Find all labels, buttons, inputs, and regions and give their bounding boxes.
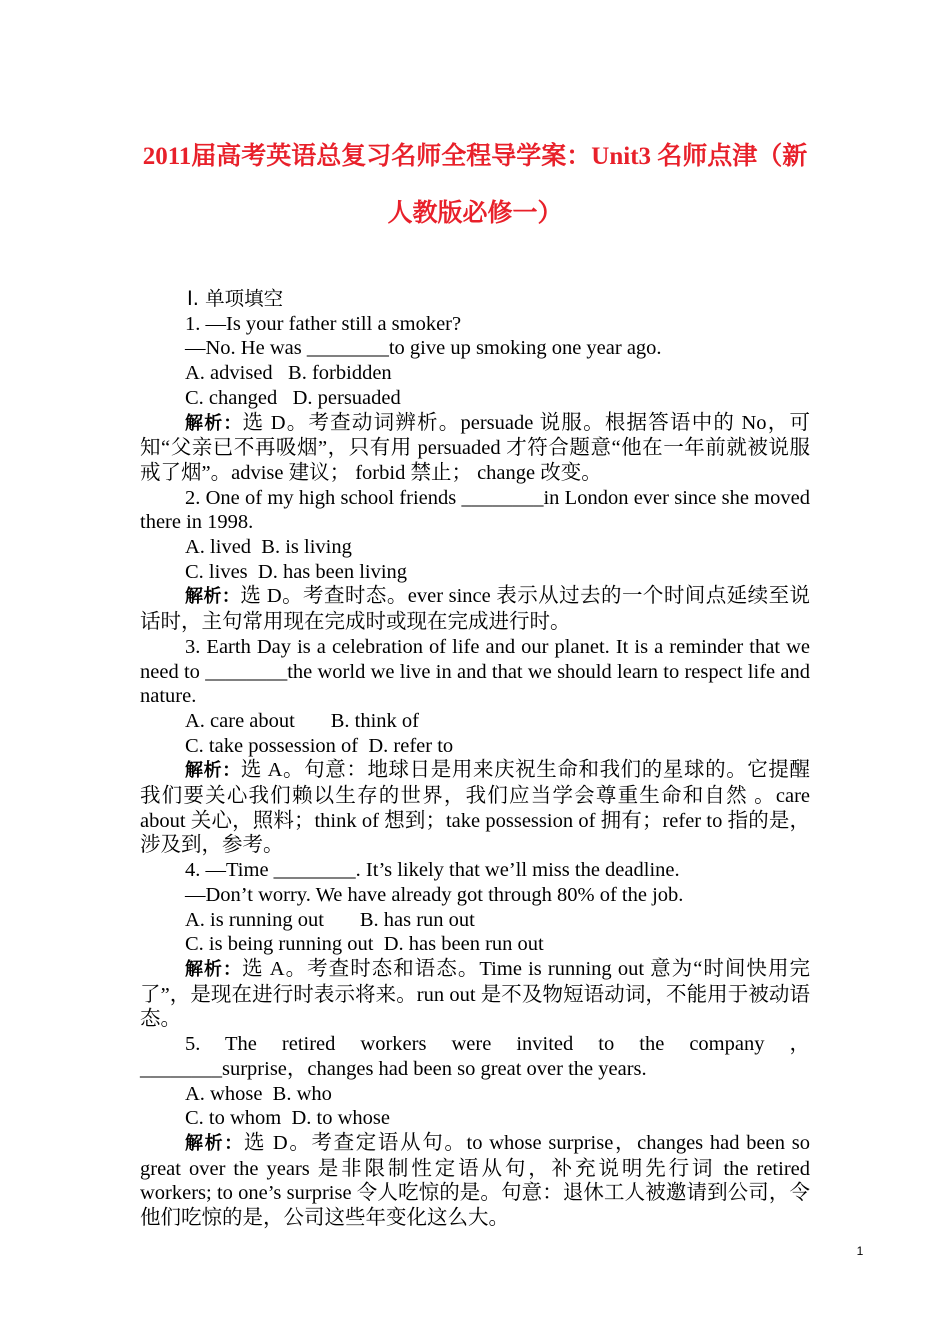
analysis-text: 选 A。句意：地球日是用来庆祝生命和我们的星球的。它提醒我们要关心我们赖以生存的世界，我们应当学会尊重生命和自然 。care about 关心，照料；think of 想到；take possession of 拥有；refer to 指的是，涉及到，参考。	[140, 759, 810, 857]
question-stem: 3. Earth Day is a celebration of life and our planet. It is a reminder that we need to ________the world we live in and that we should learn to respect life and nature.	[140, 635, 810, 708]
question-options: C. take possession of D. refer to	[185, 734, 454, 757]
page-number: 1	[856, 1244, 864, 1258]
question-options: C. to whom D. to whose	[185, 1107, 390, 1130]
question-1	[140, 312, 810, 486]
question-stem: —No. He was ________to give up smoking one year ago.	[185, 337, 662, 360]
question-analysis	[140, 957, 810, 1032]
section-heading: Ⅰ. 单项填空	[187, 287, 284, 310]
question-stem: 4. —Time ________. It’s likely that we’ll miss the deadline.	[185, 859, 680, 882]
analysis-text: 选 D。考查定语从句。to whose surprise，changes had been so great over the years 是非限制性定语从句，补充说明先行词 the retired workers; to one’s surprise 令人吃惊的是。句意：退休工人被邀请到公司，令他们吃惊的是，公司这些年变化这么大。	[140, 1131, 810, 1230]
question-stem: 2. One of my high school friends ________in London ever since she moved there in 1998.	[140, 486, 810, 534]
question-options: C. changed D. persuaded	[185, 386, 401, 409]
analysis-label: 解析：	[185, 760, 241, 782]
question-stem: 5. The retired workers were invited to the company ，	[185, 1033, 810, 1056]
analysis-label: 解析：	[185, 586, 241, 608]
question-analysis	[140, 758, 810, 858]
question-options: A. lived B. is living	[185, 536, 352, 559]
question-options: C. lives D. has been living	[185, 560, 408, 583]
question-analysis	[140, 584, 810, 634]
analysis-label: 解析：	[185, 1132, 244, 1154]
question-options: C. is being running out D. has been run out	[185, 933, 544, 956]
document-page	[140, 128, 810, 1231]
analysis-label: 解析：	[185, 412, 243, 434]
question-stem: —Don’t worry. We have already got through 80% of the job.	[185, 883, 684, 906]
question-analysis	[140, 1131, 810, 1231]
question-2	[140, 486, 810, 635]
title-line-1: 2011届高考英语总复习名师全程导学案：Unit3 名师点津（新	[142, 143, 808, 170]
analysis-label: 解析：	[185, 958, 243, 980]
question-5	[140, 1032, 810, 1231]
question-stem: 1. —Is your father still a smoker?	[185, 312, 462, 335]
analysis-text: 选 D。考查动词辨析。persuade 说服。根据答语中的 No，可知“父亲已不再吸烟”，只有用 persuaded 才符合题意“他在一年前就被说服戒了烟”。advise 建议； forbid 禁止； change 改变。	[140, 411, 810, 484]
question-options: A. is running out B. has run out	[185, 908, 475, 931]
analysis-text: 选 A。考查时态和语态。Time is running out 意为“时间快用完了”，是现在进行时表示将来。run out 是不及物短语动词，不能用于被动语态。	[140, 957, 810, 1031]
question-4	[140, 858, 810, 1032]
title-line-2: 人教版必修一）	[387, 200, 563, 227]
question-analysis	[140, 411, 810, 486]
question-3	[140, 635, 810, 858]
question-options: A. care about B. think of	[185, 709, 419, 732]
analysis-text: 选 D。考查时态。ever since 表示从过去的一个时间点延续至说话时，主句常用现在完成时或现在完成进行时。	[140, 585, 811, 634]
document-title	[140, 128, 810, 242]
question-options: A. advised B. forbidden	[185, 362, 392, 385]
question-stem: ________surprise，changes had been so great over the years.	[140, 1057, 647, 1080]
question-options: A. whose B. who	[185, 1082, 332, 1105]
